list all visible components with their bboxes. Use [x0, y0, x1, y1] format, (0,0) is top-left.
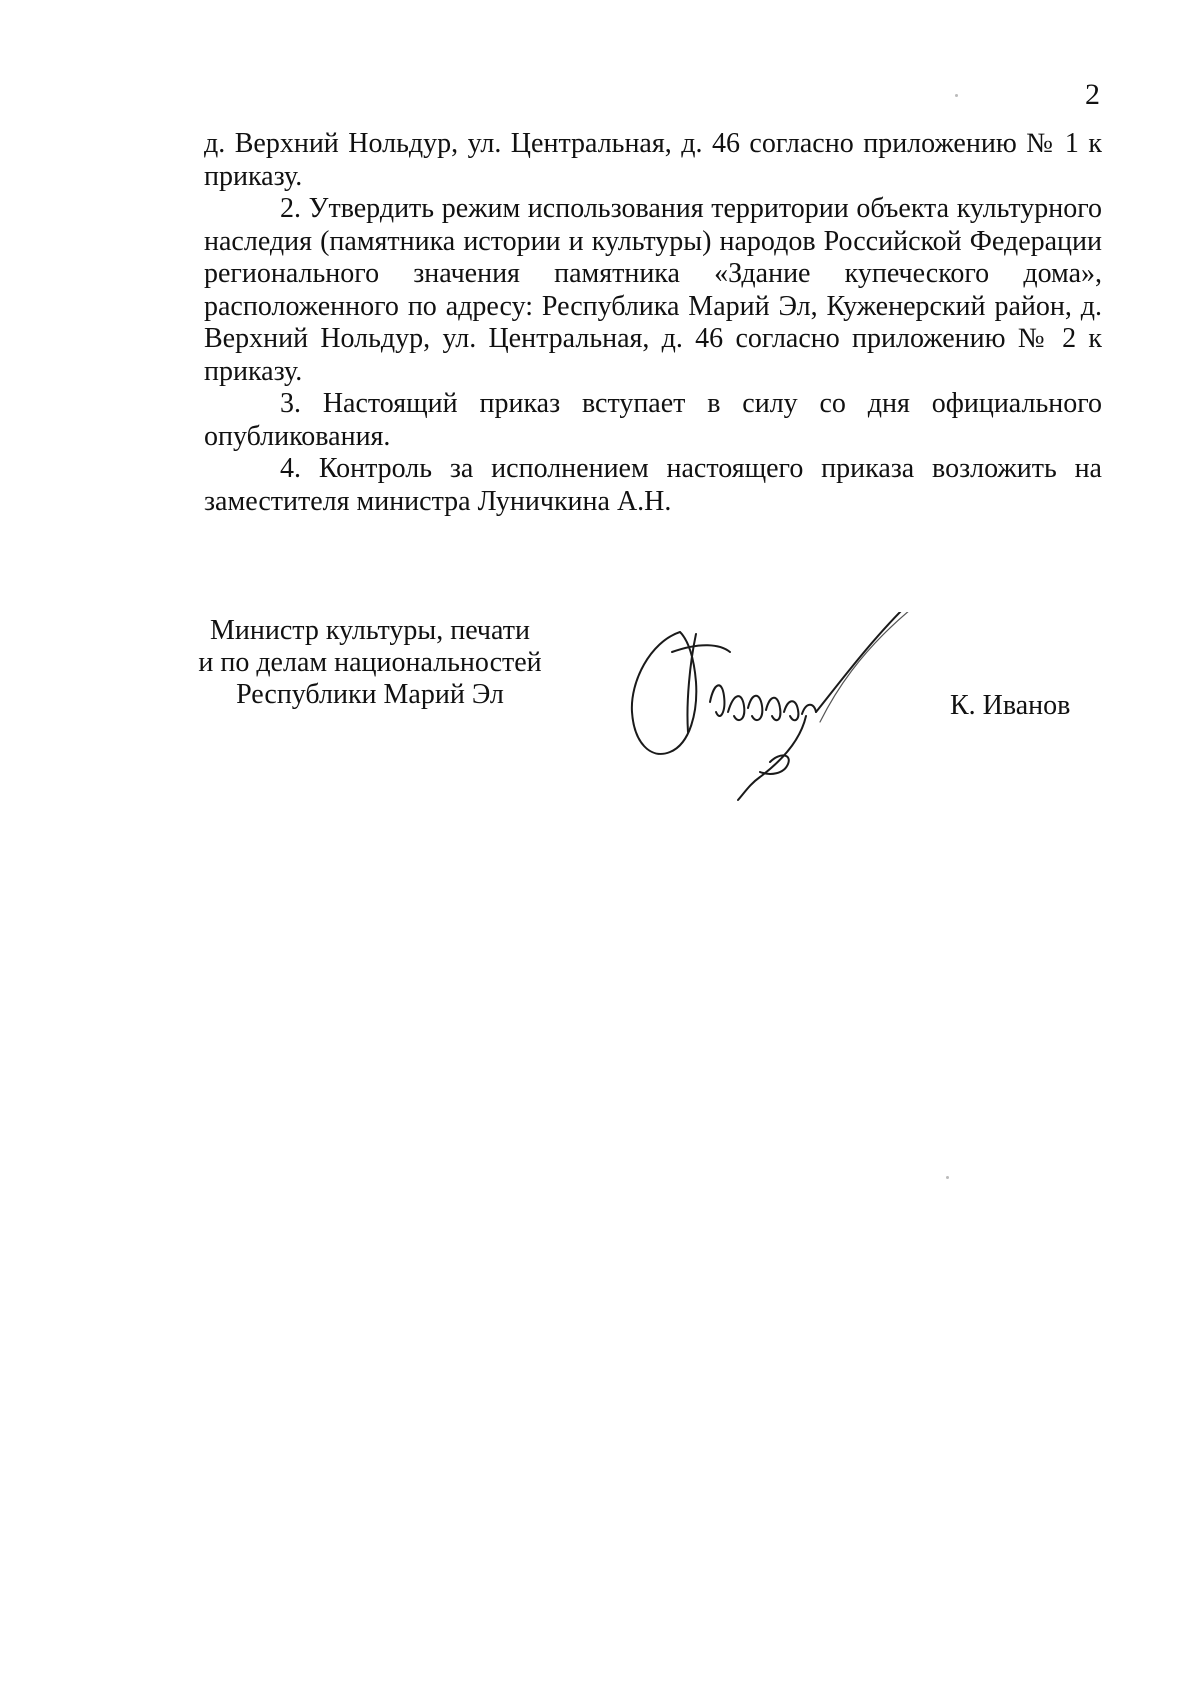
handwritten-signature [610, 612, 950, 802]
paragraph-item-4: 4. Контроль за исполнением настоящего приказа возложить на заместителя министра Луничкина А.Н. [204, 453, 1102, 517]
scan-speck [946, 1176, 949, 1179]
page-number: 2 [1085, 78, 1100, 111]
signatory-title-line: Республики Марий Эл [236, 679, 504, 710]
signatory-title [190, 615, 550, 711]
signatory-title-line: и по делам национальностей [198, 647, 542, 678]
paragraph-continuation: д. Верхний Нольдур, ул. Центральная, д. 46 согласно приложению № 1 к приказу. [204, 128, 1102, 192]
paragraph-item-3: 3. Настоящий приказ вступает в силу со дня официального опубликования. [204, 388, 1102, 452]
document-body [204, 128, 1102, 518]
scan-speck [955, 94, 958, 97]
signatory-name: К. Иванов [950, 690, 1071, 721]
signatory-title-line: Министр культуры, печати [210, 615, 530, 646]
paragraph-item-2: 2. Утвердить режим использования территории объекта культурного наследия (памятника истории и культуры) народов Российской Федерации регионального значения памятника «Здание купеческого дома», расположенного по адресу: Республика Марий Эл, Куженерский район, д. Верхний Нольдур, ул. Центральная, д. 46 согласно приложению № 2 к приказу. [204, 193, 1102, 387]
